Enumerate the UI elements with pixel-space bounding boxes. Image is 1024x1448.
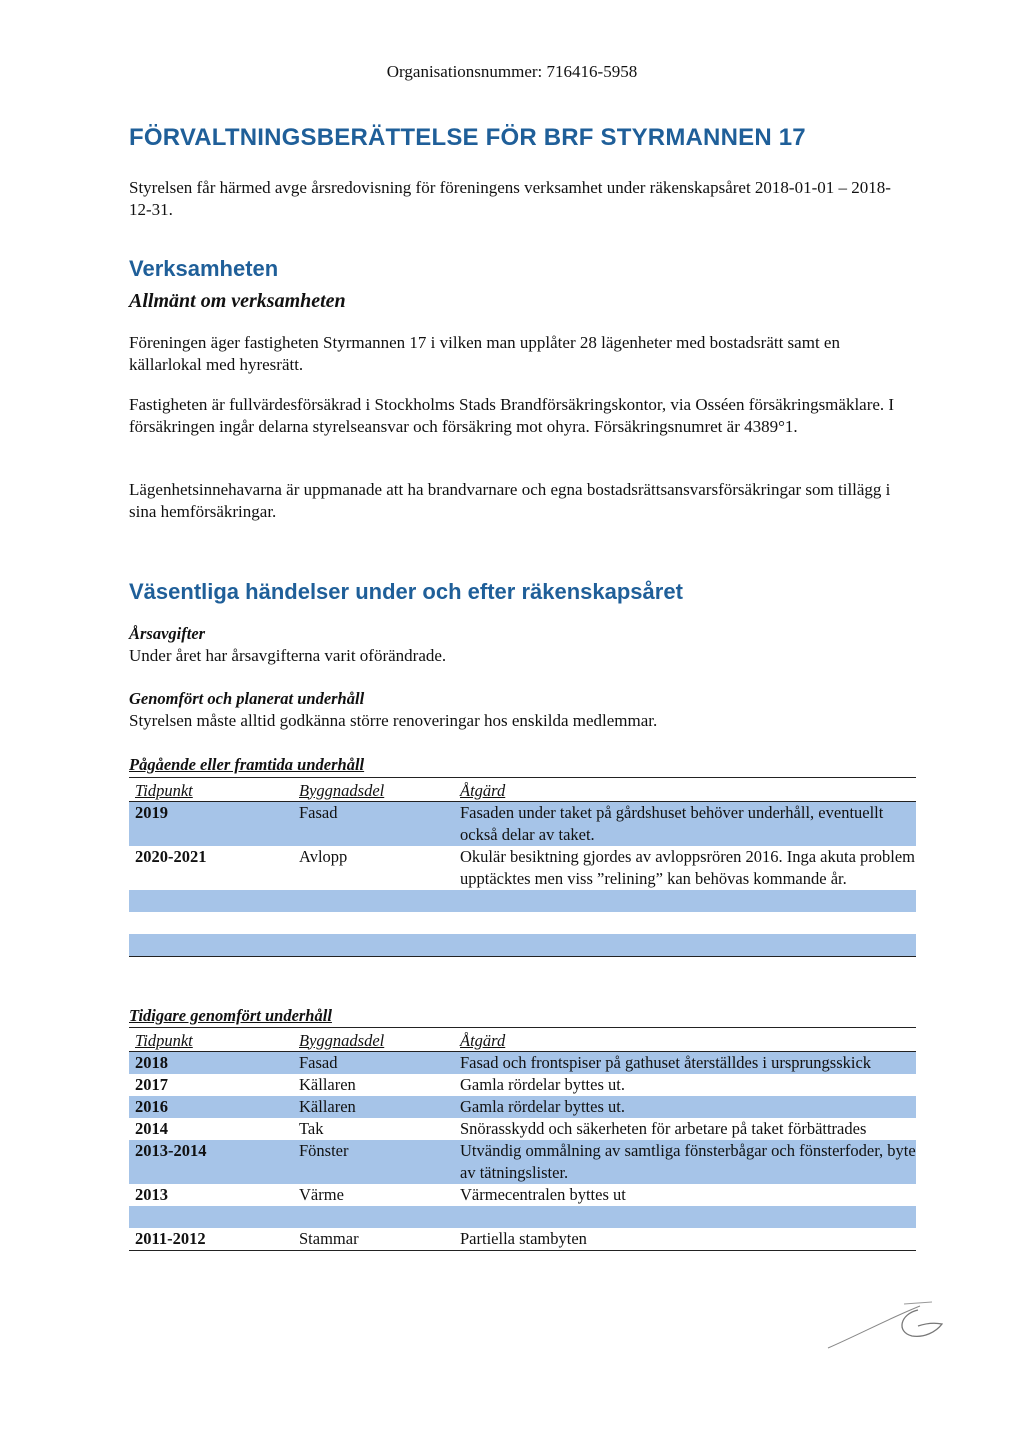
cell-empty — [454, 890, 916, 912]
past-table-title: Tidigare genomfört underhåll — [129, 1006, 332, 1025]
cell-action: Okulär besiktning gjordes av avloppsrören 2016. Inga akuta problem upptäcktes men viss ”relining” kan behövas kommande år. — [460, 847, 916, 888]
col-header-part: Byggnadsdel — [293, 1030, 454, 1052]
cell-action: Fasad och frontspiser på gathuset återställdes i ursprungsskick — [454, 1052, 916, 1075]
cell-part: Tak — [299, 1119, 324, 1138]
cell-empty — [454, 934, 916, 957]
past-maintenance-table — [129, 1030, 916, 1251]
table-row — [129, 1118, 916, 1140]
paragraph-insurance: Fastigheten är fullvärdesförsäkrad i Stockholms Stads Brandförsäkringskontor, via Osséen försäkringsmäklare. I försäkringen ingår delarna styrelseansvar och försäkring mot ohyra. Försäkringsnumret är 4389°1. — [129, 395, 895, 436]
cell-empty — [454, 912, 916, 934]
page-title: FÖRVALTNINGSBERÄTTELSE FÖR BRF STYRMANNEN 17 — [129, 124, 806, 151]
cell-action: Fasaden under taket på gårdshuset behöver underhåll, eventuellt också delar av taket. — [454, 802, 916, 847]
cell-empty — [293, 1206, 454, 1228]
cell-time: 2013 — [135, 1185, 168, 1204]
cell-empty — [129, 1206, 293, 1228]
table-row — [129, 1074, 916, 1096]
cell-part: Avlopp — [299, 847, 348, 866]
table-header-row — [129, 1030, 916, 1052]
fees-text: Under året har årsavgifterna varit oförändrade. — [129, 646, 447, 665]
signature-mark — [820, 1296, 960, 1356]
table-row — [129, 802, 916, 847]
cell-part: Värme — [299, 1185, 344, 1204]
cell-action: Gamla rördelar byttes ut. — [460, 1075, 625, 1094]
cell-part: Fönster — [293, 1140, 454, 1184]
cell-time: 2013-2014 — [129, 1140, 293, 1184]
table-row-empty — [129, 1206, 916, 1228]
cell-empty — [129, 912, 293, 934]
cell-action: Värmecentralen byttes ut — [460, 1185, 626, 1204]
col-header-part: Byggnadsdel — [293, 780, 454, 802]
col-header-time: Tidpunkt — [129, 780, 293, 802]
cell-action: Partiella stambyten — [454, 1228, 916, 1251]
cell-time: 2014 — [135, 1119, 168, 1138]
cell-empty — [293, 912, 454, 934]
cell-empty — [293, 934, 454, 957]
table-row — [129, 1184, 916, 1206]
cell-part: Fasad — [293, 1052, 454, 1075]
table-row-empty — [129, 890, 916, 912]
cell-empty — [454, 1206, 916, 1228]
cell-action: Utvändig ommålning av samtliga fönsterbågar och fönsterfoder, byte av tätningslister. — [454, 1140, 916, 1184]
subheading-fees: Årsavgifter — [129, 624, 206, 643]
table-row — [129, 846, 916, 890]
cell-time: 2018 — [129, 1052, 293, 1075]
cell-empty — [129, 890, 293, 912]
intro-text: Styrelsen får härmed avge årsredovisning för föreningens verksamhet under räkenskapsåret 2018-01-01 – 2018-12-31. — [129, 178, 891, 219]
table-row — [129, 1052, 916, 1075]
col-header-action: Åtgärd — [454, 1030, 916, 1052]
col-header-action: Åtgärd — [454, 780, 916, 802]
paragraph-property: Föreningen äger fastigheten Styrmannen 17 i vilken man upplåter 28 lägenheter med bostadsrätt samt en källarlokal med hyresrätt. — [129, 333, 840, 374]
cell-part: Stammar — [293, 1228, 454, 1251]
cell-time: 2020-2021 — [135, 847, 207, 866]
cell-part: Fasad — [293, 802, 454, 847]
future-table-top-rule — [129, 777, 916, 778]
table-row-empty — [129, 912, 916, 934]
table-header-row — [129, 780, 916, 802]
paragraph-tenants: Lägenhetsinnehavarna är uppmanade att ha brandvarnare och egna bostadsrättsansvarsförsäkringar som tillägg i sina hemförsäkringar. — [129, 480, 891, 521]
table-row-empty — [129, 934, 916, 957]
cell-time: 2019 — [129, 802, 293, 847]
cell-time: 2017 — [135, 1075, 168, 1094]
cell-action: Snörasskydd och säkerheten för arbetare på taket förbättrades — [460, 1119, 867, 1138]
future-table-title: Pågående eller framtida underhåll — [129, 755, 365, 774]
cell-part: Källaren — [293, 1096, 454, 1118]
section-heading-verksamheten: Verksamheten — [129, 256, 279, 281]
cell-empty — [129, 934, 293, 957]
col-header-time: Tidpunkt — [129, 1030, 293, 1052]
section-heading-events: Väsentliga händelser under och efter räkenskapsåret — [129, 579, 683, 604]
cell-empty — [293, 890, 454, 912]
cell-time: 2016 — [129, 1096, 293, 1118]
subheading-allmant: Allmänt om verksamheten — [129, 290, 346, 312]
table-row — [129, 1140, 916, 1184]
past-table-top-rule — [129, 1027, 916, 1028]
table-row — [129, 1096, 916, 1118]
cell-part: Källaren — [299, 1075, 356, 1094]
subheading-maintenance: Genomfört och planerat underhåll — [129, 689, 365, 708]
cell-action: Gamla rördelar byttes ut. — [454, 1096, 916, 1118]
maintenance-text: Styrelsen måste alltid godkänna större renoveringar hos enskilda medlemmar. — [129, 711, 658, 730]
table-row — [129, 1228, 916, 1251]
future-maintenance-table — [129, 780, 916, 957]
org-number: Organisationsnummer: 716416-5958 — [386, 62, 638, 81]
cell-time: 2011-2012 — [129, 1228, 293, 1251]
